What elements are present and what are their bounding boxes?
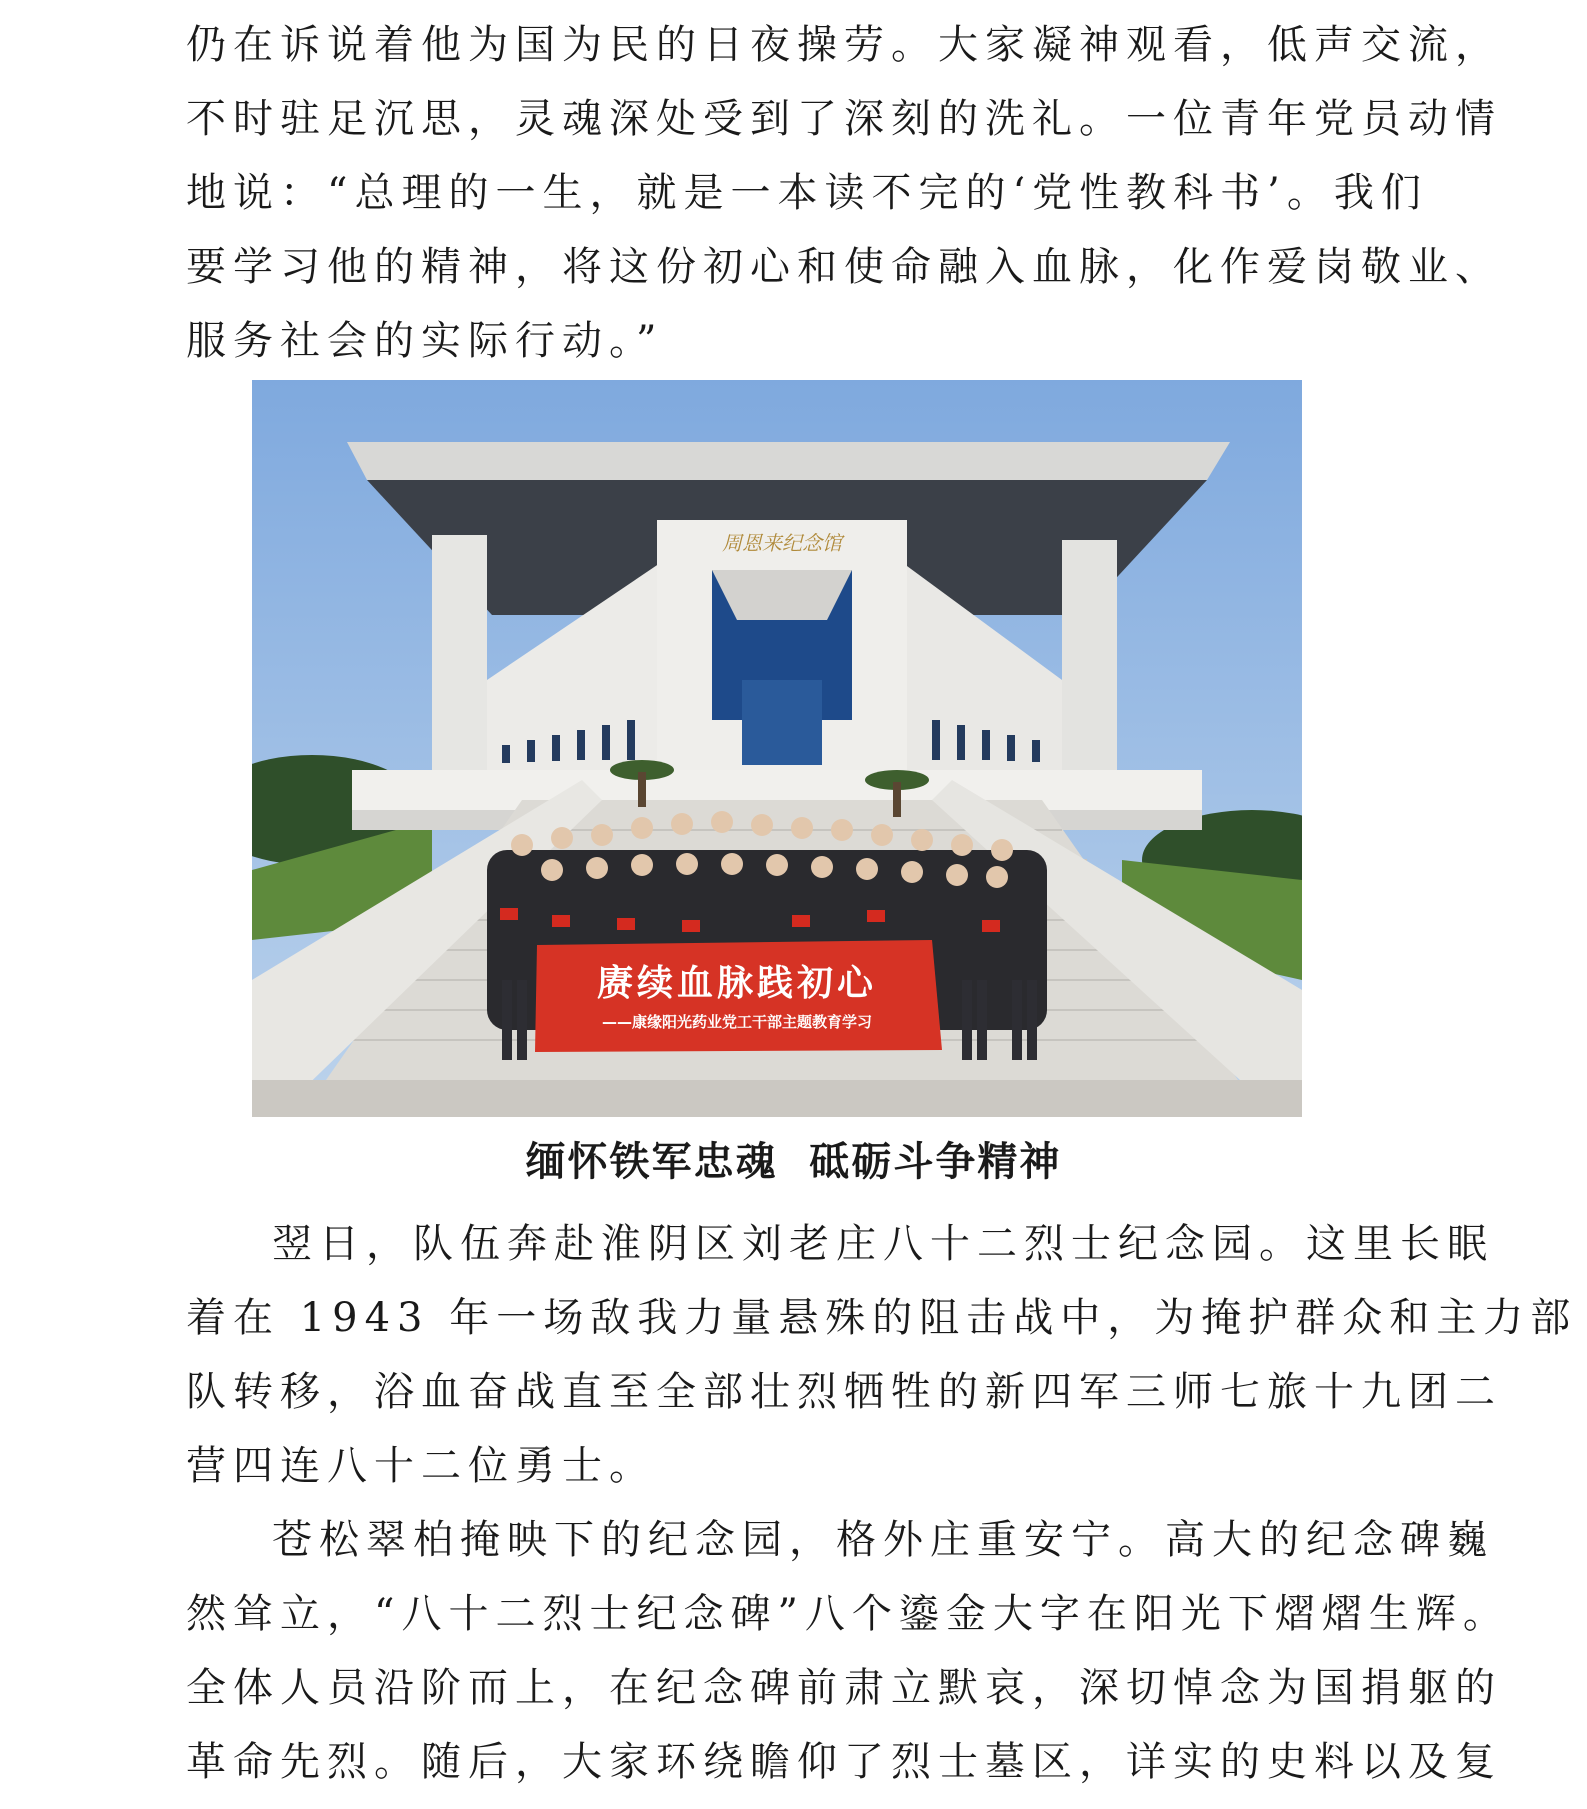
text-line: 服务社会的实际行动。”	[186, 318, 664, 364]
text-line: 营四连八十二位勇士。	[186, 1443, 656, 1489]
text-line: 全体人员沿阶而上，在纪念碑前肃立默哀，深切悼念为国捐躯的	[186, 1665, 1502, 1711]
text-line: 苍松翠柏掩映下的纪念园，格外庄重安宁。高大的纪念碑巍	[272, 1517, 1494, 1563]
text-line: 队转移，浴血奋战直至全部壮烈牺牲的新四军三师七旅十九团二	[186, 1369, 1502, 1415]
paragraph-3	[186, 1503, 1510, 1799]
text-line: 革命先烈。随后，大家环绕瞻仰了烈士墓区，详实的史料以及复	[186, 1739, 1502, 1785]
text-line: 地说：“总理的一生，就是一本读不完的‘党性教科书’。我们	[186, 170, 1428, 216]
text-line: 翌日，队伍奔赴淮阴区刘老庄八十二烈士纪念园。这里长眠	[272, 1221, 1494, 1267]
paragraph-1	[186, 8, 1502, 378]
photo-caption: 缅怀铁军忠魂 砥砺斗争精神	[525, 1139, 1062, 1185]
banner-title: 赓续血脉践初心	[596, 963, 878, 1004]
text-line: 不时驻足沉思，灵魂深处受到了深刻的洗礼。一位青年党员动情	[186, 96, 1502, 142]
paragraph-2	[186, 1207, 1578, 1503]
banner-subtitle: ——康缘阳光药业党工干部主题教育学习	[601, 1013, 873, 1031]
building-inscription: 周恩来纪念馆	[722, 533, 842, 555]
text-line: 着在 1943 年一场敌我力量悬殊的阻击战中，为掩护群众和主力部	[186, 1295, 1578, 1341]
text-line: 要学习他的精神，将这份初心和使命融入血脉，化作爱岗敬业、	[186, 244, 1502, 290]
text-line: 仍在诉说着他为国为民的日夜操劳。大家凝神观看，低声交流，	[186, 22, 1502, 68]
memorial-group-photo	[252, 380, 1302, 1117]
text-line: 然耸立，“八十二烈士纪念碑”八个鎏金大字在阳光下熠熠生辉。	[186, 1591, 1510, 1637]
